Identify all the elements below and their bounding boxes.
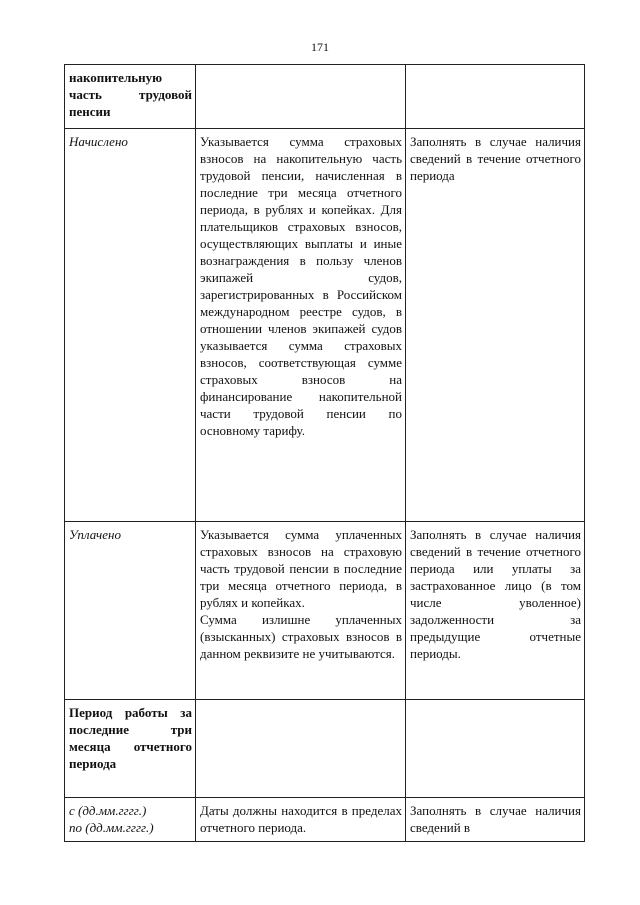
note-cell [406,700,585,798]
description-paragraph: Указывается сумма уплаченных страховых взносов на страховую часть трудовой пенсии в последние три месяца отчетного периода, в рублях и копейках. [200,527,402,610]
description-paragraph: Даты должны находится в пределах отчетного периода. [200,803,402,835]
table-row [65,798,585,842]
description-cell [196,798,406,842]
requisites-table [64,64,585,842]
table-row [65,522,585,700]
field-name-cell: накопительную часть трудовой пенсии [65,65,196,129]
description-paragraph: Сумма излишне уплаченных (взысканных) страховых взносов в данном реквизите не учитываются. [200,612,402,661]
note-cell: Заполнять в случае наличия сведений в течение отчетного периода или уплаты за застрахованное лицо (в том числе уволенное) задолженности за предыдущие отчетные периоды. [406,522,585,700]
description-cell [196,700,406,798]
field-name-cell: Уплачено [65,522,196,700]
date-from-label: с (дд.мм.гггг.) [69,803,147,818]
note-cell [406,65,585,129]
description-cell [196,522,406,700]
page-number: 171 [311,40,329,54]
table-row [65,700,585,798]
description-paragraph: Указывается сумма страховых взносов на накопительную часть трудовой пенсии, начисленная в последние три месяца отчетного периода, в рублях и копейках. Для плательщиков страховых взносов, осуществляющих выплаты и иные вознаграждения в пользу членов экипажей судов, зарегистрированных в Российском международном реестре судов, в отношении членов экипажей судов указывается сумма страховых взносов, соответствующая сумме страховых взносов на финансирование накопительной части трудовой пенсии по основному тарифу. [200,134,402,438]
field-name-cell: Период работы за последние три месяца отчетного периода [65,700,196,798]
date-to-label: по (дд.мм.гггг.) [69,820,154,835]
description-cell [196,129,406,522]
field-name-cell [65,798,196,842]
description-cell [196,65,406,129]
table-row [65,129,585,522]
table-row [65,65,585,129]
field-name-cell: Начислено [65,129,196,522]
note-cell: Заполнять в случае наличия сведений в течение отчетного периода [406,129,585,522]
note-cell: Заполнять в случае наличия сведений в [406,798,585,842]
